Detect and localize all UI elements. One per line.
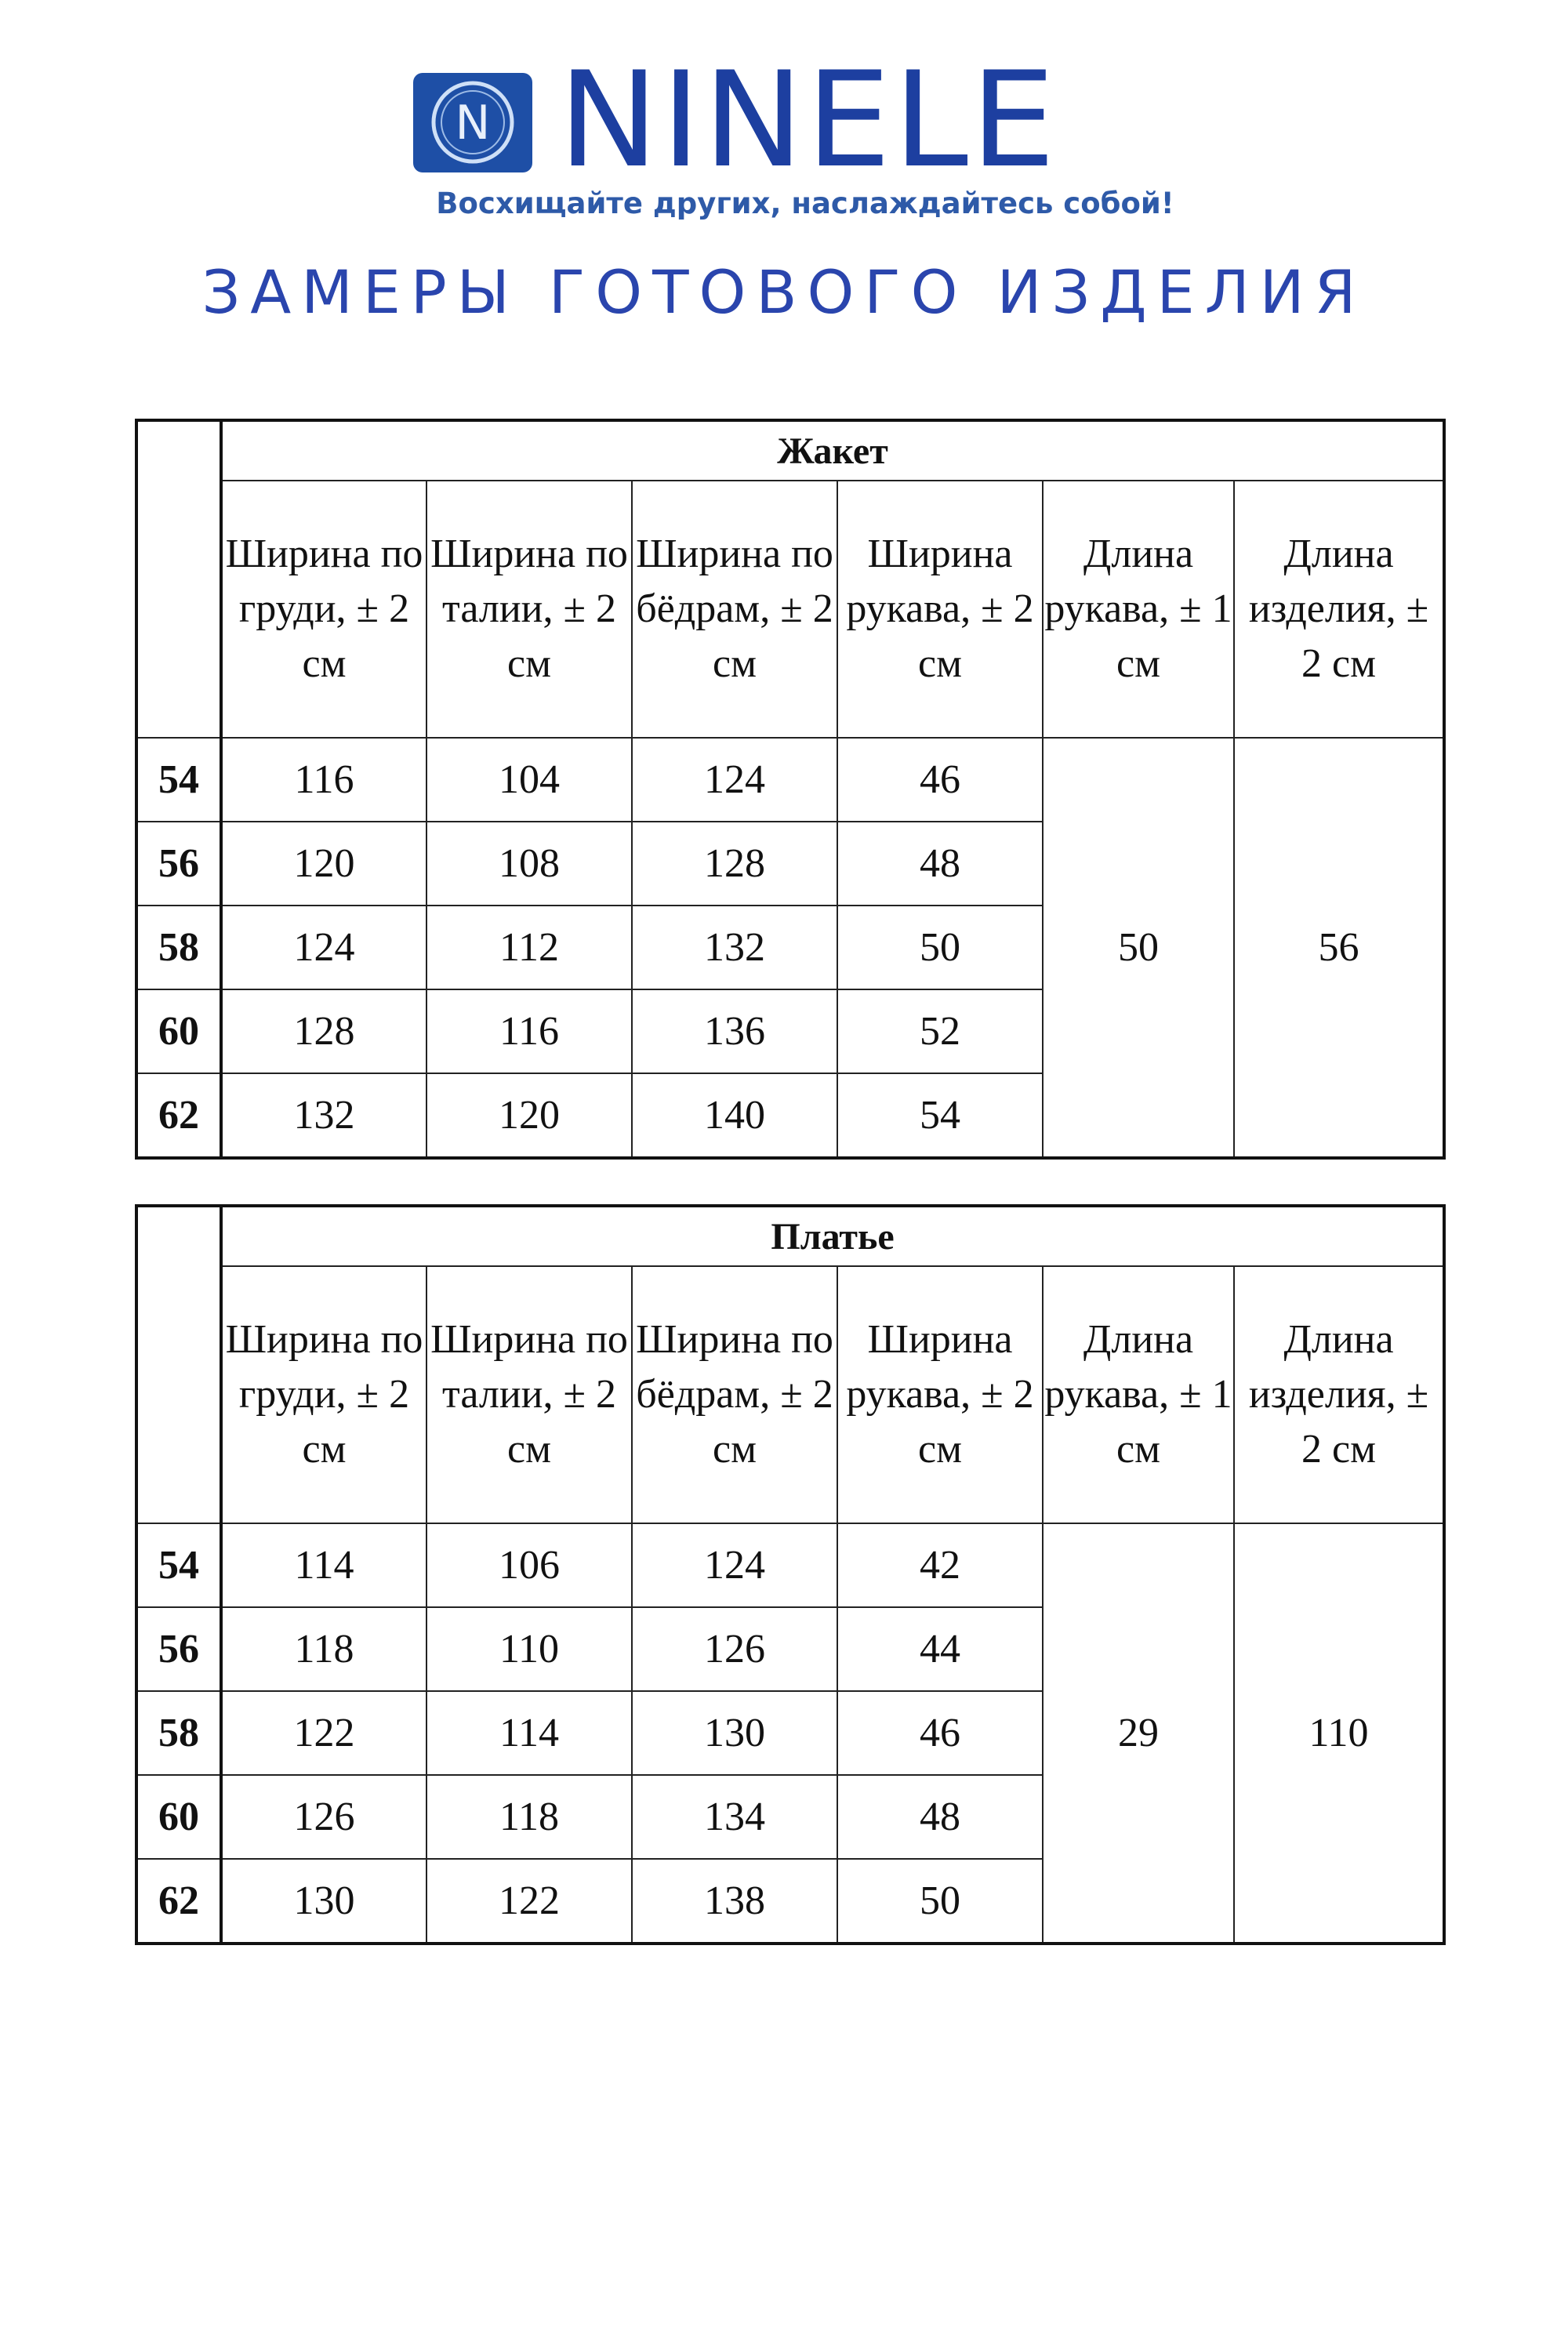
column-header: Ширина по груди, ± 2 см (221, 1266, 426, 1523)
chest-cell: 114 (221, 1523, 426, 1607)
hips-cell: 124 (632, 738, 837, 822)
size-cell: 62 (136, 1073, 221, 1158)
sleeve-width-cell: 54 (837, 1073, 1043, 1158)
waist-cell: 122 (426, 1859, 632, 1944)
waist-cell: 118 (426, 1775, 632, 1859)
table-corner (136, 1206, 221, 1523)
column-header: Ширина по бёдрам, ± 2 см (632, 1266, 837, 1523)
column-header: Длина рукава, ± 1 см (1043, 481, 1234, 738)
size-cell: 54 (136, 1523, 221, 1607)
column-header: Длина изделия, ± 2 см (1234, 481, 1444, 738)
hips-cell: 140 (632, 1073, 837, 1158)
column-header: Ширина по талии, ± 2 см (426, 1266, 632, 1523)
column-header: Ширина по талии, ± 2 см (426, 481, 632, 738)
waist-cell: 120 (426, 1073, 632, 1158)
item-length-cell: 56 (1234, 738, 1444, 1158)
chest-cell: 126 (221, 1775, 426, 1859)
sleeve-width-cell: 44 (837, 1607, 1043, 1691)
chest-cell: 122 (221, 1691, 426, 1775)
sleeve-width-cell: 50 (837, 906, 1043, 989)
table-title: Жакет (221, 420, 1444, 481)
hips-cell: 126 (632, 1607, 837, 1691)
size-table-jacket (135, 419, 1446, 1160)
size-cell: 58 (136, 906, 221, 989)
size-cell: 62 (136, 1859, 221, 1944)
logo-emblem-icon (413, 73, 532, 172)
sleeve-width-cell: 48 (837, 1775, 1043, 1859)
item-length-cell: 110 (1234, 1523, 1444, 1944)
size-cell: 58 (136, 1691, 221, 1775)
chest-cell: 124 (221, 906, 426, 989)
size-cell: 56 (136, 1607, 221, 1691)
hips-cell: 130 (632, 1691, 837, 1775)
page-title: ЗАМЕРЫ ГОТОВОГО ИЗДЕЛИЯ (201, 257, 1367, 327)
sleeve-width-cell: 42 (837, 1523, 1043, 1607)
logo-mark-letter: N (455, 96, 491, 151)
sleeve-width-cell: 48 (837, 822, 1043, 906)
size-cell: 60 (136, 989, 221, 1073)
hips-cell: 138 (632, 1859, 837, 1944)
size-cell: 56 (136, 822, 221, 906)
size-cell: 54 (136, 738, 221, 822)
chest-cell: 130 (221, 1859, 426, 1944)
hips-cell: 128 (632, 822, 837, 906)
brand-logo (413, 43, 1197, 230)
column-header: Длина изделия, ± 2 см (1234, 1266, 1444, 1523)
hips-cell: 134 (632, 1775, 837, 1859)
waist-cell: 112 (426, 906, 632, 989)
waist-cell: 116 (426, 989, 632, 1073)
chest-cell: 120 (221, 822, 426, 906)
table-row (136, 1523, 1444, 1607)
hips-cell: 124 (632, 1523, 837, 1607)
sleeve-width-cell: 50 (837, 1859, 1043, 1944)
waist-cell: 108 (426, 822, 632, 906)
sleeve-length-cell: 29 (1043, 1523, 1234, 1944)
chest-cell: 132 (221, 1073, 426, 1158)
hips-cell: 136 (632, 989, 837, 1073)
chest-cell: 116 (221, 738, 426, 822)
sleeve-width-cell: 46 (837, 1691, 1043, 1775)
chest-cell: 128 (221, 989, 426, 1073)
waist-cell: 114 (426, 1691, 632, 1775)
column-header: Ширина по бёдрам, ± 2 см (632, 481, 837, 738)
waist-cell: 110 (426, 1607, 632, 1691)
column-header: Ширина рукава, ± 2 см (837, 481, 1043, 738)
chest-cell: 118 (221, 1607, 426, 1691)
column-header: Ширина по груди, ± 2 см (221, 481, 426, 738)
waist-cell: 106 (426, 1523, 632, 1607)
sleeve-length-cell: 50 (1043, 738, 1234, 1158)
brand-tagline: Восхищайте других, наслаждайтесь собой! (436, 187, 1174, 220)
table-row (136, 738, 1444, 822)
table-corner (136, 420, 221, 738)
waist-cell: 104 (426, 738, 632, 822)
column-header: Длина рукава, ± 1 см (1043, 1266, 1234, 1523)
size-table-dress (135, 1204, 1446, 1945)
hips-cell: 132 (632, 906, 837, 989)
brand-name: NINELE (558, 43, 1058, 197)
column-header: Ширина рукава, ± 2 см (837, 1266, 1043, 1523)
table-title: Платье (221, 1206, 1444, 1266)
size-cell: 60 (136, 1775, 221, 1859)
sleeve-width-cell: 52 (837, 989, 1043, 1073)
sleeve-width-cell: 46 (837, 738, 1043, 822)
